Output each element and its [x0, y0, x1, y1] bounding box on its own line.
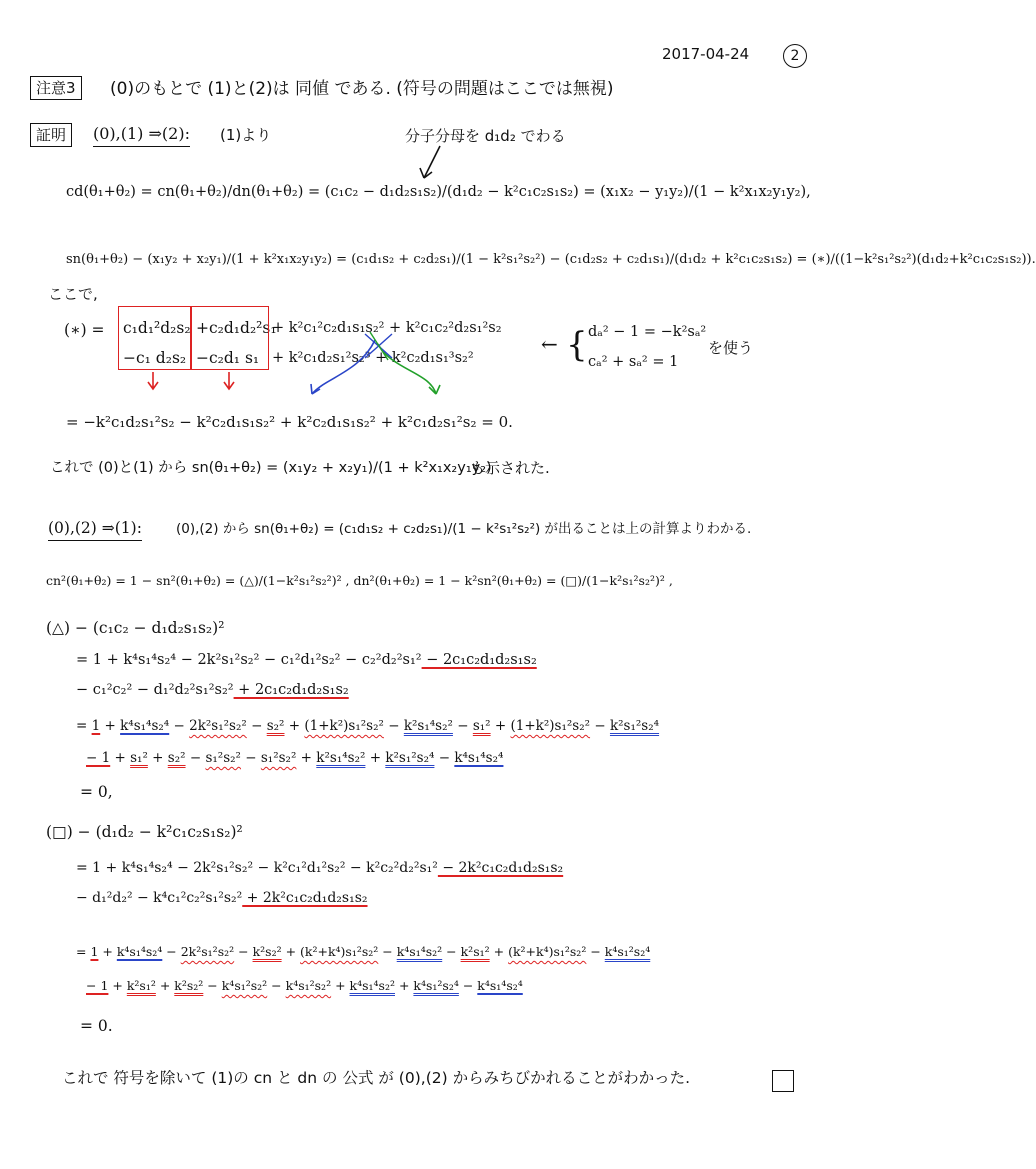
- sq-line3: = 1 + k⁴s₁⁴s₂⁴ − 2k²s₁²s₂² − k²s₂² + (k²+k⁴)s₁²s₂² − k⁴s₁⁴s₂² − k²s₁² + (k²+k⁴)s₁²s₂² − k⁴s₁²s₂⁴: [76, 944, 651, 959]
- star-term-rest1: + k²c₁²c₂d₁s₁s₂² + k²c₁c₂²d₂s₁²s₂: [272, 320, 502, 336]
- sq-end: = 0.: [80, 1017, 113, 1035]
- sq-line2: − d₁²d₂² − k⁴c₁²c₂²s₁²s₂² + 2k²c₁c₂d₁d₂s₁s₂: [76, 890, 368, 906]
- rule-2: cₐ² + sₐ² = 1: [588, 354, 679, 370]
- note-text: (0)のもとで (1)と(2)は 同値 である. (符号の問題はここでは無視): [110, 79, 614, 99]
- sn-formula: sn(θ₁+θ₂) − (x₁y₂ + x₂y₁)/(1 + k²x₁x₂y₁y₂) = (c₁d₁s₂ + c₂d₂s₁)/(1 − k²s₁²s₂²) − (c₁d₂s₂ + c₂d₁s₁)/(d₁d₂ + k²c₁c₂s₁s₂) = (∗)/((1−k²s₁²s₂²)(d₁d₂+k²c₁c₂s₁s₂)).: [66, 252, 1036, 267]
- tri-line2: − c₁²c₂² − d₁²d₂²s₁²s₂² + 2c₁c₂d₁d₂s₁s₂: [76, 682, 349, 698]
- sq-head: (□) − (d₁d₂ − k²c₁c₂s₁s₂)²: [46, 823, 243, 841]
- left-arrow-icon: ←: [541, 332, 558, 356]
- part1-from: (1)より: [220, 126, 272, 144]
- star-term-rest2: + k²c₁d₂s₁²s₂³ + k²c₂d₁s₁³s₂²: [272, 350, 474, 366]
- star-term-a1: c₁d₁²d₂s₂: [123, 319, 191, 337]
- cd-formula: cd(θ₁+θ₂) = cn(θ₁+θ₂)/dn(θ₁+θ₂) = (c₁c₂ − d₁d₂s₁s₂)/(d₁d₂ − k²c₁c₂s₁s₂) = (x₁x₂ − y₁y₂)/(1 − k²x₁x₂y₁y₂),: [66, 184, 811, 200]
- rule-1: dₐ² − 1 = −k²sₐ²: [588, 324, 707, 340]
- tri-end: = 0,: [80, 783, 113, 801]
- qed-box: [772, 1070, 794, 1092]
- part2-heading: (0),(2) ⇒(1):: [48, 518, 142, 541]
- star-lhs: (∗) =: [64, 321, 105, 339]
- tri-line1: = 1 + k⁴s₁⁴s₂⁴ − 2k²s₁²s₂² − c₁²d₁²s₂² − c₂²d₂²s₁² − 2c₁c₂d₁d₂s₁s₂: [76, 652, 537, 668]
- koko-de: ここで,: [48, 285, 98, 303]
- tri-line4: − 1 + s₁² + s₂² − s₁²s₂² − s₁²s₂² + k²s₁⁴s₂² + k²s₁²s₂⁴ − k⁴s₁⁴s₂⁴: [86, 750, 504, 766]
- tri-line3: = 1 + k⁴s₁⁴s₂⁴ − 2k²s₁²s₂² − s₂² + (1+k²)s₁²s₂² − k²s₁⁴s₂² − s₁² + (1+k²)s₁²s₂² − k²s₁²s₂⁴: [76, 718, 660, 734]
- final-statement: これで 符号を除いて (1)の cn と dn の 公式 が (0),(2) からみちびかれることがわかった.: [62, 1069, 691, 1087]
- annotation: 分子分母を d₁d₂ でわる: [405, 127, 566, 145]
- star-term-b2: −c₂d₁ s₁: [196, 349, 260, 367]
- date: 2017-04-24: [662, 45, 750, 63]
- sq-line1: = 1 + k⁴s₁⁴s₂⁴ − 2k²s₁²s₂² − k²c₁²d₁²s₂² − k²c₂²d₂²s₁² − 2k²c₁c₂d₁d₂s₁s₂: [76, 860, 564, 876]
- star-term-b1: +c₂d₁d₂²s₁: [196, 319, 277, 337]
- sq-line4: − 1 + k²s₁² + k²s₂² − k⁴s₁²s₂² − k⁴s₁²s₂² + k⁴s₁⁴s₂² + k⁴s₁²s₂⁴ − k⁴s₁⁴s₂⁴: [86, 978, 523, 993]
- part2-line2: cn²(θ₁+θ₂) = 1 − sn²(θ₁+θ₂) = (△)/(1−k²s₁²s₂²)² , dn²(θ₁+θ₂) = 1 − k²sn²(θ₁+θ₂) = (□)/(1−k²s₁²s₂²)² ,: [46, 573, 673, 588]
- proof-label: 証明: [30, 123, 72, 147]
- note-label: 注意3: [30, 76, 82, 100]
- part2-line1: (0),(2) から sn(θ₁+θ₂) = (c₁d₁s₂ + c₂d₂s₁)/(1 − k²s₁²s₂²) が出ることは上の計算よりわかる.: [176, 521, 752, 537]
- tri-head: (△) − (c₁c₂ − d₁d₂s₁s₂)²: [46, 619, 225, 637]
- star-term-a2: −c₁ d₂s₂: [123, 349, 187, 367]
- part1-heading: (0),(1) ⇒(2):: [93, 124, 190, 147]
- red-box-left: [118, 306, 191, 370]
- conclusion-1-tail: も示された.: [470, 459, 550, 477]
- conclusion-1: これで (0)と(1) から sn(θ₁+θ₂) = (x₁y₂ + x₂y₁)/(1 + k²x₁x₂y₁y₂): [50, 460, 492, 476]
- red-box-right: [191, 306, 269, 370]
- star-result: = −k²c₁d₂s₁²s₂ − k²c₂d₁s₁s₂² + k²c₂d₁s₁s₂² + k²c₁d₂s₁²s₂ = 0.: [66, 413, 513, 431]
- brace-icon: {: [566, 325, 588, 365]
- rule-use: を使う: [708, 339, 754, 357]
- page-number: 2: [783, 44, 807, 68]
